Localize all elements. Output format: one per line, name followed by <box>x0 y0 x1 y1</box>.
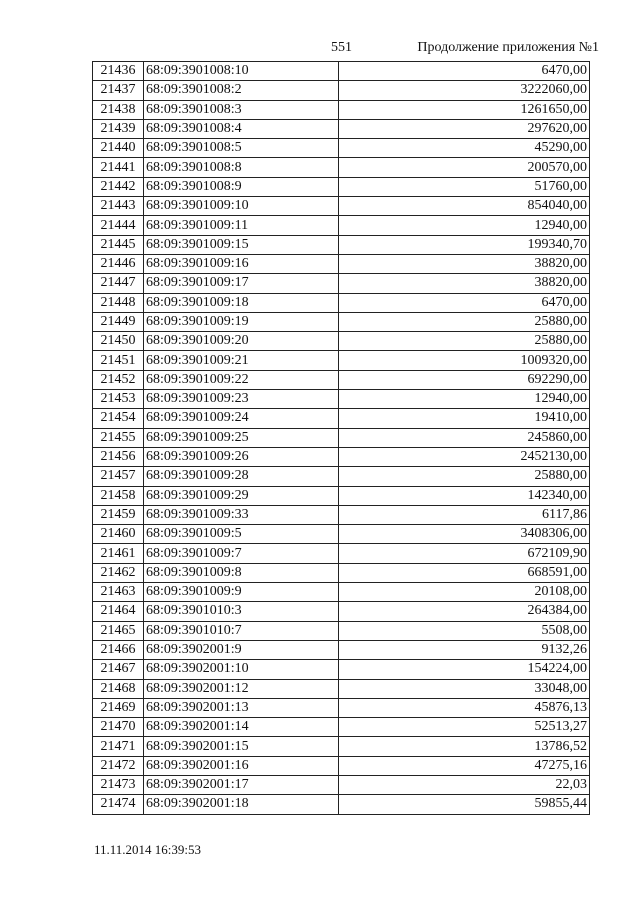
cadastral-number-cell: 68:09:3901008:9 <box>144 177 339 196</box>
cadastral-value-cell: 12940,00 <box>339 390 590 409</box>
cadastral-number-cell: 68:09:3902001:14 <box>144 718 339 737</box>
table-row <box>93 525 590 544</box>
cadastral-value-cell: 45876,13 <box>339 698 590 717</box>
cadastral-number-cell: 68:09:3902001:18 <box>144 795 339 814</box>
row-number-cell: 21446 <box>93 254 144 273</box>
table-row <box>93 119 590 138</box>
row-number-cell: 21448 <box>93 293 144 312</box>
row-number-cell: 21441 <box>93 158 144 177</box>
cadastral-value-cell: 6470,00 <box>339 62 590 81</box>
table-row <box>93 177 590 196</box>
cadastral-value-cell: 692290,00 <box>339 370 590 389</box>
table-row <box>93 370 590 389</box>
row-number-cell: 21449 <box>93 312 144 331</box>
cadastral-number-cell: 68:09:3901009:33 <box>144 505 339 524</box>
row-number-cell: 21472 <box>93 756 144 775</box>
cadastral-number-cell: 68:09:3901009:18 <box>144 293 339 312</box>
table-row <box>93 62 590 81</box>
row-number-cell: 21461 <box>93 544 144 563</box>
row-number-cell: 21460 <box>93 525 144 544</box>
cadastral-value-cell: 154224,00 <box>339 660 590 679</box>
row-number-cell: 21456 <box>93 447 144 466</box>
table-row <box>93 544 590 563</box>
cadastral-number-cell: 68:09:3901008:2 <box>144 81 339 100</box>
table-row <box>93 332 590 351</box>
cadastral-number-cell: 68:09:3901009:25 <box>144 428 339 447</box>
cadastral-number-cell: 68:09:3901009:20 <box>144 332 339 351</box>
row-number-cell: 21467 <box>93 660 144 679</box>
row-number-cell: 21440 <box>93 139 144 158</box>
cadastral-number-cell: 68:09:3901009:10 <box>144 197 339 216</box>
table-row <box>93 293 590 312</box>
cadastral-number-cell: 68:09:3901009:7 <box>144 544 339 563</box>
table-row <box>93 486 590 505</box>
cadastral-value-table <box>92 61 590 815</box>
row-number-cell: 21458 <box>93 486 144 505</box>
row-number-cell: 21470 <box>93 718 144 737</box>
table-row <box>93 795 590 814</box>
cadastral-number-cell: 68:09:3901009:5 <box>144 525 339 544</box>
row-number-cell: 21436 <box>93 62 144 81</box>
table-row <box>93 447 590 466</box>
row-number-cell: 21438 <box>93 100 144 119</box>
cadastral-number-cell: 68:09:3902001:16 <box>144 756 339 775</box>
page-caption: Продолжение приложения №1 <box>417 40 599 55</box>
row-number-cell: 21471 <box>93 737 144 756</box>
table-row <box>93 100 590 119</box>
cadastral-number-cell: 68:09:3901009:23 <box>144 390 339 409</box>
cadastral-value-cell: 142340,00 <box>339 486 590 505</box>
row-number-cell: 21463 <box>93 583 144 602</box>
cadastral-value-cell: 19410,00 <box>339 409 590 428</box>
table-row <box>93 640 590 659</box>
cadastral-value-cell: 6117,86 <box>339 505 590 524</box>
table-row <box>93 775 590 794</box>
cadastral-value-cell: 668591,00 <box>339 563 590 582</box>
cadastral-number-cell: 68:09:3901009:17 <box>144 274 339 293</box>
table-row <box>93 254 590 273</box>
cadastral-value-cell: 9132,26 <box>339 640 590 659</box>
row-number-cell: 21462 <box>93 563 144 582</box>
table-row <box>93 602 590 621</box>
table-row <box>93 467 590 486</box>
cadastral-value-cell: 20108,00 <box>339 583 590 602</box>
row-number-cell: 21450 <box>93 332 144 351</box>
table-row <box>93 390 590 409</box>
cadastral-value-cell: 1261650,00 <box>339 100 590 119</box>
cadastral-value-cell: 245860,00 <box>339 428 590 447</box>
table-row <box>93 428 590 447</box>
row-number-cell: 21474 <box>93 795 144 814</box>
cadastral-value-cell: 38820,00 <box>339 274 590 293</box>
cadastral-value-cell: 672109,90 <box>339 544 590 563</box>
cadastral-number-cell: 68:09:3901009:11 <box>144 216 339 235</box>
table-row <box>93 235 590 254</box>
cadastral-value-cell: 51760,00 <box>339 177 590 196</box>
table-row <box>93 698 590 717</box>
table-row <box>93 505 590 524</box>
cadastral-number-cell: 68:09:3902001:17 <box>144 775 339 794</box>
row-number-cell: 21452 <box>93 370 144 389</box>
row-number-cell: 21447 <box>93 274 144 293</box>
table-row <box>93 756 590 775</box>
cadastral-number-cell: 68:09:3901009:19 <box>144 312 339 331</box>
cadastral-value-cell: 264384,00 <box>339 602 590 621</box>
row-number-cell: 21442 <box>93 177 144 196</box>
cadastral-value-cell: 47275,16 <box>339 756 590 775</box>
cadastral-value-cell: 25880,00 <box>339 467 590 486</box>
table-row <box>93 158 590 177</box>
table-row <box>93 197 590 216</box>
table-row <box>93 621 590 640</box>
cadastral-value-cell: 33048,00 <box>339 679 590 698</box>
cadastral-value-cell: 199340,70 <box>339 235 590 254</box>
row-number-cell: 21469 <box>93 698 144 717</box>
cadastral-value-cell: 5508,00 <box>339 621 590 640</box>
cadastral-number-cell: 68:09:3901009:15 <box>144 235 339 254</box>
cadastral-number-cell: 68:09:3901009:22 <box>144 370 339 389</box>
row-number-cell: 21444 <box>93 216 144 235</box>
footer-timestamp: 11.11.2014 16:39:53 <box>94 842 202 857</box>
row-number-cell: 21445 <box>93 235 144 254</box>
cadastral-number-cell: 68:09:3901009:26 <box>144 447 339 466</box>
row-number-cell: 21439 <box>93 119 144 138</box>
row-number-cell: 21465 <box>93 621 144 640</box>
cadastral-number-cell: 68:09:3901009:16 <box>144 254 339 273</box>
cadastral-value-cell: 12940,00 <box>339 216 590 235</box>
cadastral-value-cell: 297620,00 <box>339 119 590 138</box>
cadastral-value-cell: 6470,00 <box>339 293 590 312</box>
table-row <box>93 583 590 602</box>
row-number-cell: 21443 <box>93 197 144 216</box>
page-number: 551 <box>331 40 352 55</box>
row-number-cell: 21464 <box>93 602 144 621</box>
cadastral-value-cell: 200570,00 <box>339 158 590 177</box>
row-number-cell: 21453 <box>93 390 144 409</box>
cadastral-number-cell: 68:09:3902001:9 <box>144 640 339 659</box>
table-row <box>93 563 590 582</box>
cadastral-value-cell: 22,03 <box>339 775 590 794</box>
cadastral-number-cell: 68:09:3901008:10 <box>144 62 339 81</box>
row-number-cell: 21459 <box>93 505 144 524</box>
table-row <box>93 660 590 679</box>
cadastral-value-cell: 3408306,00 <box>339 525 590 544</box>
cadastral-number-cell: 68:09:3901010:7 <box>144 621 339 640</box>
cadastral-value-cell: 13786,52 <box>339 737 590 756</box>
cadastral-value-cell: 1009320,00 <box>339 351 590 370</box>
table-row <box>93 274 590 293</box>
row-number-cell: 21466 <box>93 640 144 659</box>
cadastral-value-cell: 38820,00 <box>339 254 590 273</box>
table-row <box>93 216 590 235</box>
table-row <box>93 81 590 100</box>
table-row <box>93 312 590 331</box>
cadastral-value-cell: 25880,00 <box>339 312 590 331</box>
cadastral-number-cell: 68:09:3901009:9 <box>144 583 339 602</box>
cadastral-number-cell: 68:09:3901009:28 <box>144 467 339 486</box>
row-number-cell: 21451 <box>93 351 144 370</box>
cadastral-value-cell: 52513,27 <box>339 718 590 737</box>
table-row <box>93 351 590 370</box>
cadastral-number-cell: 68:09:3901009:8 <box>144 563 339 582</box>
cadastral-number-cell: 68:09:3902001:12 <box>144 679 339 698</box>
cadastral-value-cell: 854040,00 <box>339 197 590 216</box>
row-number-cell: 21457 <box>93 467 144 486</box>
cadastral-value-cell: 3222060,00 <box>339 81 590 100</box>
row-number-cell: 21473 <box>93 775 144 794</box>
cadastral-number-cell: 68:09:3901008:3 <box>144 100 339 119</box>
cadastral-value-cell: 59855,44 <box>339 795 590 814</box>
cadastral-number-cell: 68:09:3901008:8 <box>144 158 339 177</box>
cadastral-value-cell: 45290,00 <box>339 139 590 158</box>
row-number-cell: 21454 <box>93 409 144 428</box>
table-row <box>93 409 590 428</box>
row-number-cell: 21437 <box>93 81 144 100</box>
cadastral-number-cell: 68:09:3901008:5 <box>144 139 339 158</box>
cadastral-value-cell: 25880,00 <box>339 332 590 351</box>
cadastral-number-cell: 68:09:3901009:21 <box>144 351 339 370</box>
row-number-cell: 21455 <box>93 428 144 447</box>
row-number-cell: 21468 <box>93 679 144 698</box>
table-row <box>93 139 590 158</box>
table-row <box>93 718 590 737</box>
table-row <box>93 737 590 756</box>
table-row <box>93 679 590 698</box>
cadastral-number-cell: 68:09:3902001:13 <box>144 698 339 717</box>
cadastral-number-cell: 68:09:3901009:24 <box>144 409 339 428</box>
cadastral-number-cell: 68:09:3901010:3 <box>144 602 339 621</box>
cadastral-value-cell: 2452130,00 <box>339 447 590 466</box>
cadastral-number-cell: 68:09:3902001:15 <box>144 737 339 756</box>
cadastral-number-cell: 68:09:3902001:10 <box>144 660 339 679</box>
table-body <box>93 62 590 815</box>
cadastral-number-cell: 68:09:3901008:4 <box>144 119 339 138</box>
cadastral-number-cell: 68:09:3901009:29 <box>144 486 339 505</box>
